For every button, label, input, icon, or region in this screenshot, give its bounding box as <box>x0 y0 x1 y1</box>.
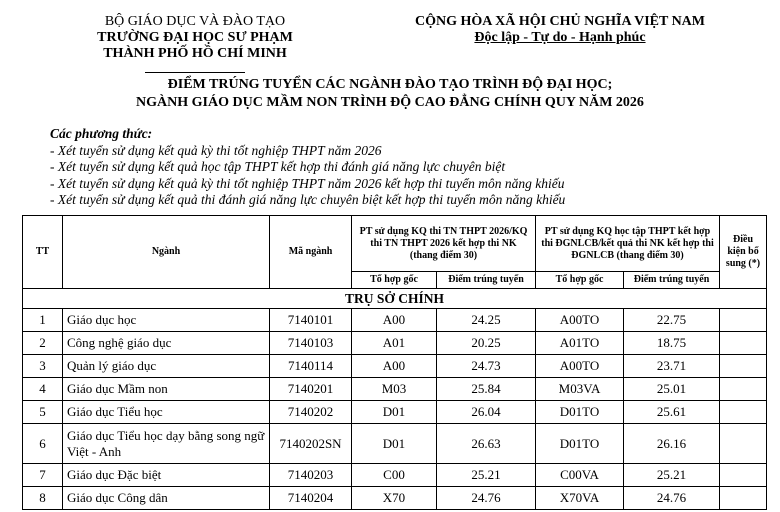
cell-to-hop-2: A01TO <box>536 332 624 355</box>
cell-diem-2: 18.75 <box>624 332 720 355</box>
cell-diem-1: 25.21 <box>437 464 536 487</box>
cell-diem-1: 26.63 <box>437 424 536 464</box>
cell-to-hop-1: A01 <box>352 332 437 355</box>
cell-tt: 5 <box>23 401 63 424</box>
cell-ma: 7140103 <box>270 332 352 355</box>
cell-nganh: Giáo dục Công dân <box>63 487 270 510</box>
cell-ma: 7140204 <box>270 487 352 510</box>
cell-diem-1: 26.04 <box>437 401 536 424</box>
cell-diem-1: 24.76 <box>437 487 536 510</box>
header-ma-nganh: Mã ngành <box>270 216 352 289</box>
cell-to-hop-1: D01 <box>352 424 437 464</box>
cell-to-hop-2: D01TO <box>536 424 624 464</box>
cell-diem-1: 25.84 <box>437 378 536 401</box>
cell-diem-2: 23.71 <box>624 355 720 378</box>
cell-ma: 7140201 <box>270 378 352 401</box>
cell-diem-2: 22.75 <box>624 309 720 332</box>
ministry-name: BỘ GIÁO DỤC VÀ ĐÀO TẠO <box>104 14 286 29</box>
table-row <box>23 424 767 464</box>
republic-name: CỘNG HÒA XÃ HỘI CHỦ NGHĨA VIỆT NAM <box>414 14 705 29</box>
cell-tt: 8 <box>23 487 63 510</box>
cell-tt: 4 <box>23 378 63 401</box>
header-diem-2: Điểm trúng tuyển <box>624 272 720 289</box>
header-method-group-1: PT sử dụng KQ thi TN THPT 2026/KQ thi TN THPT 2026 kết hợp thi NK (thang điểm 30) <box>352 216 536 272</box>
cell-dieu-kien <box>720 309 767 332</box>
cell-ma: 7140203 <box>270 464 352 487</box>
cell-dieu-kien <box>720 487 767 510</box>
header-dieu-kien: Điều kiện bổ sung (*) <box>720 216 767 289</box>
method-item: - Xét tuyển sử dụng kết quả học tập THPT kết hợp thi đánh giá năng lực chuyên biệt <box>50 159 506 174</box>
cell-ma: 7140202SN <box>270 424 352 464</box>
cell-nganh: Công nghệ giáo dục <box>63 332 270 355</box>
issuer-block <box>70 14 320 78</box>
document-title-line-2: NGÀNH GIÁO DỤC MẦM NON TRÌNH ĐỘ CAO ĐẲNG CHÍNH QUY NĂM 2026 <box>136 95 644 110</box>
cell-diem-2: 26.16 <box>624 424 720 464</box>
cell-nganh: Giáo dục học <box>63 309 270 332</box>
admission-methods <box>50 126 565 209</box>
header-diem-1: Điểm trúng tuyển <box>437 272 536 289</box>
cell-to-hop-1: X70 <box>352 487 437 510</box>
cell-ma: 7140114 <box>270 355 352 378</box>
method-item: - Xét tuyển sử dụng kết quả thi đánh giá năng lực chuyên biệt kết hợp thi tuyển môn năng khiếu <box>50 192 566 207</box>
cell-to-hop-2: X70VA <box>536 487 624 510</box>
national-motto: Độc lập - Tự do - Hạnh phúc <box>474 30 646 45</box>
cell-nganh: Giáo dục Tiểu học dạy bằng song ngữ Việt - Anh <box>63 424 270 464</box>
cell-diem-1: 24.73 <box>437 355 536 378</box>
school-name: TRƯỜNG ĐẠI HỌC SƯ PHẠM <box>97 30 293 45</box>
cell-to-hop-2: A00TO <box>536 355 624 378</box>
cell-tt: 1 <box>23 309 63 332</box>
method-item: - Xét tuyển sử dụng kết quả kỳ thi tốt nghiệp THPT năm 2026 <box>50 142 382 158</box>
cell-nganh: Giáo dục Đặc biệt <box>63 464 270 487</box>
cell-tt: 6 <box>23 424 63 464</box>
document-title-line-1: ĐIỂM TRÚNG TUYỂN CÁC NGÀNH ĐÀO TẠO TRÌNH ĐỘ ĐẠI HỌC; <box>167 77 613 92</box>
cell-tt: 7 <box>23 464 63 487</box>
header-nganh: Ngành <box>63 216 270 289</box>
section-label: TRỤ SỞ CHÍNH <box>23 289 767 309</box>
header-to-hop-2: Tổ hợp gốc <box>536 272 624 289</box>
cell-dieu-kien <box>720 424 767 464</box>
cell-tt: 2 <box>23 332 63 355</box>
table-row <box>23 355 767 378</box>
cell-nganh: Giáo dục Tiểu học <box>63 401 270 424</box>
cell-tt: 3 <box>23 355 63 378</box>
table-row <box>23 401 767 424</box>
national-block <box>410 14 710 46</box>
cell-diem-2: 25.01 <box>624 378 720 401</box>
cell-dieu-kien <box>720 464 767 487</box>
cell-to-hop-2: D01TO <box>536 401 624 424</box>
table-row <box>23 378 767 401</box>
cell-to-hop-1: M03 <box>352 378 437 401</box>
city-name: THÀNH PHỐ HỒ CHÍ MINH <box>103 46 287 61</box>
cell-to-hop-1: A00 <box>352 355 437 378</box>
header-method-group-2: PT sử dụng KQ học tập THPT kết hợp thi ĐGNLCB/kết quả thi NK kết hợp thi ĐGNLCB (thang điểm 30) <box>536 216 720 272</box>
header-tt: TT <box>23 216 63 289</box>
cell-dieu-kien <box>720 332 767 355</box>
table-row <box>23 464 767 487</box>
table-row <box>23 332 767 355</box>
cell-diem-1: 24.25 <box>437 309 536 332</box>
cell-diem-2: 24.76 <box>624 487 720 510</box>
cell-to-hop-2: C00VA <box>536 464 624 487</box>
cell-to-hop-1: D01 <box>352 401 437 424</box>
cell-to-hop-2: A00TO <box>536 309 624 332</box>
cell-dieu-kien <box>720 355 767 378</box>
cell-to-hop-1: C00 <box>352 464 437 487</box>
cell-to-hop-2: M03VA <box>536 378 624 401</box>
cell-diem-1: 20.25 <box>437 332 536 355</box>
cell-ma: 7140101 <box>270 309 352 332</box>
cell-to-hop-1: A00 <box>352 309 437 332</box>
cell-dieu-kien <box>720 378 767 401</box>
table-row <box>23 309 767 332</box>
table-row <box>23 487 767 510</box>
method-item: - Xét tuyển sử dụng kết quả kỳ thi tốt nghiệp THPT năm 2026 kết hợp thi tuyển môn năng khiếu <box>50 175 565 191</box>
methods-heading: Các phương thức: <box>50 126 153 141</box>
cell-nganh: Quản lý giáo dục <box>63 355 270 378</box>
cell-diem-2: 25.61 <box>624 401 720 424</box>
header-divider <box>145 70 245 73</box>
header-to-hop-1: Tổ hợp gốc <box>352 272 437 289</box>
admission-score-table <box>22 215 767 510</box>
cell-dieu-kien <box>720 401 767 424</box>
cell-diem-2: 25.21 <box>624 464 720 487</box>
cell-nganh: Giáo dục Mầm non <box>63 378 270 401</box>
cell-ma: 7140202 <box>270 401 352 424</box>
